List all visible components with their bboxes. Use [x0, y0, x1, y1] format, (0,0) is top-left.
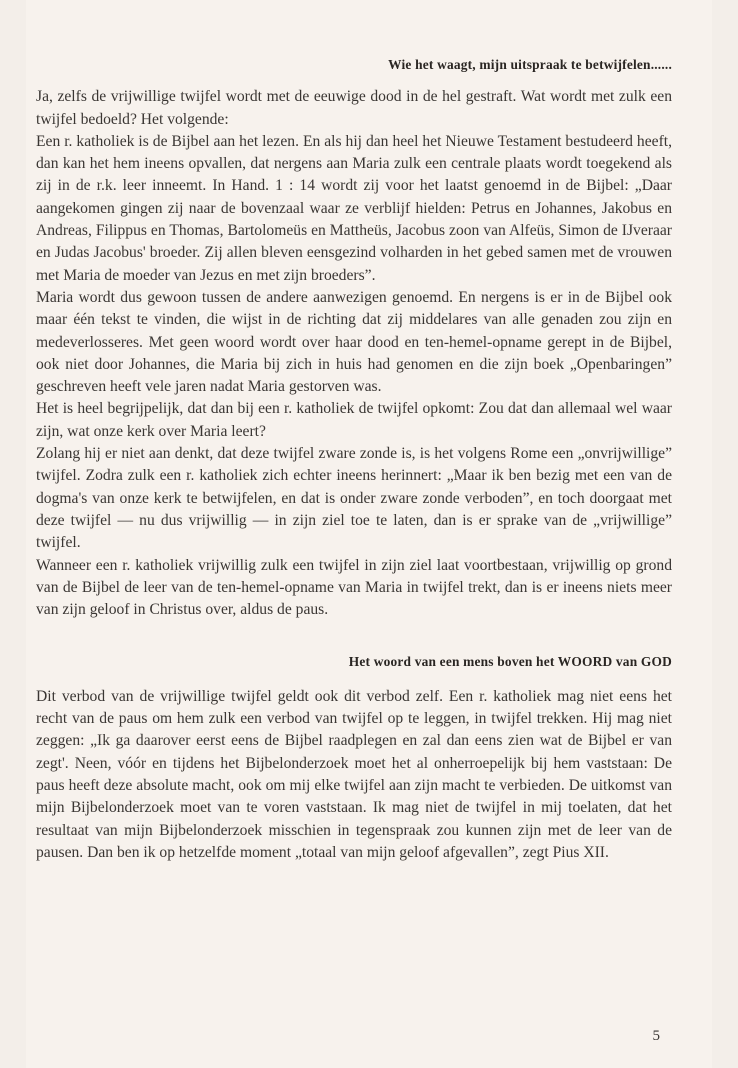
paragraph: Zolang hij er niet aan denkt, dat deze twijfel zware zonde is, is het volgens Rome een „onvrijwillige” twijfel. Zodra zulk een r. katholiek zich echter ineens herinnert: „Maar ik ben bezig met een van de dogma's van onze kerk te betwijfelen, en dat is onder zware zonde verboden”, en toch doorgaat met deze twijfel — nu dus vrijwillig — in zijn ziel toe te laten, dan is er sprake van de „vrijwillige” twijfel. — [36, 445, 672, 552]
paragraph: Een r. katholiek is de Bijbel aan het lezen. En als hij dan heel het Nieuwe Testament bestudeerd heeft, dan kan het hem ineens opvallen, dat nergens aan Maria zulk een centrale plaats wordt toegekend als zij in de r.k. leer inneemt. In Hand. 1 : 14 wordt zij voor het laatst genoemd in de Bijbel: „Daar aangekomen gingen zij naar de bovenzaal waar ze verblijf hielden: Petrus en Johannes, Jakobus en Andreas, Filippus en Thomas, Bartolomeüs en Mattheüs, Jacobus zoon van Alfeüs, Simon de IJveraar en Judas Jacobus' broeder. Zij allen bleven eensgezind volharden in het gebed samen met de vrouwen met Maria de moeder van Jezus en met zijn broeders”. — [36, 132, 672, 284]
paragraph: Ja, zelfs de vrijwillige twijfel wordt met de eeuwige dood in de hel gestraft. Wat wordt met zulk een twijfel bedoeld? Het volgende: — [36, 88, 672, 128]
book-page — [26, 0, 712, 1068]
page-number: 5 — [652, 1028, 660, 1044]
paragraph: Wanneer een r. katholiek vrijwillig zulk een twijfel in zijn ziel laat voortbestaan, vrijwillig op grond van de Bijbel de leer van de ten-hemel-opname van Maria in twijfel trekt, dan is er ineens niets meer van zijn geloof in Christus over, aldus de paus. — [36, 556, 672, 619]
page-text — [36, 54, 672, 864]
paragraph: Dit verbod van de vrijwillige twijfel geldt ook dit verbod zelf. Een r. katholiek mag niet eens het recht van de paus om hem zulk een verbod van twijfel op te leggen, in twijfel trekken. Hij mag niet zeggen: „Ik ga daarover eerst eens de Bijbel raadplegen en zal dan eens zien wat de Bijbel er van zegt'. Neen, vóór en tijdens het Bijbelonderzoek moet het al onherroepelijk bij hem vaststaan: De paus heeft deze absolute macht, ook om mij elke twijfel aan zijn macht te verbieden. De uitkomst van mijn Bijbelonderzoek moet van te voren vaststaan. Ik mag niet de twijfel in mij toelaten, dat het resultaat van mijn Bijbelonderzoek misschien in tegenspraak zou kunnen zijn met de leer van de pausen. Dan ben ik op hetzelfde moment „totaal van mijn geloof afgevallen”, zegt Pius XII. — [36, 687, 672, 861]
section-heading-2: Het woord van een mens boven het WOORD van GOD — [348, 654, 672, 670]
paragraph: Het is heel begrijpelijk, dat dan bij een r. katholiek de twijfel opkomt: Zou dat dan allemaal wel waar zijn, wat onze kerk over Maria leert? — [36, 400, 672, 440]
paragraph: Maria wordt dus gewoon tussen de andere aanwezigen genoemd. En nergens is er in de Bijbel ook maar één tekst te vinden, die wijst in de richting dat zij middelares van alle genaden zou zijn en medeverlosseres. Met geen woord wordt over haar dood en ten-hemel-opname gerept in de Bijbel, ook niet door Johannes, die Maria bij zich in huis had genomen en die zijn boek „Openbaringen” geschreven heeft vele jaren nadat Maria gestorven was. — [36, 288, 672, 396]
section-heading-1: Wie het waagt, mijn uitspraak te betwijfelen...... — [388, 57, 672, 72]
